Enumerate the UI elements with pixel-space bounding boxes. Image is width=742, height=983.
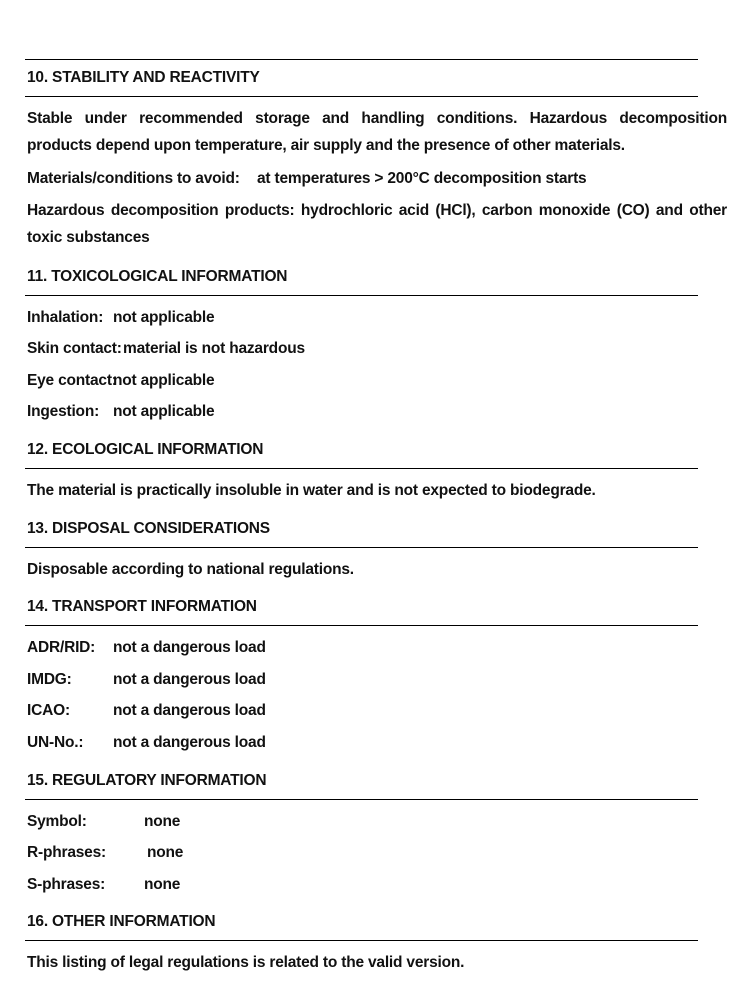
regulatory-label: R-phrases: <box>27 844 106 862</box>
other-text: This listing of legal regulations is related to the valid version. <box>27 954 465 972</box>
transport-row <box>27 632 698 664</box>
tox-label: Eye contact: <box>27 371 117 389</box>
section-title: 12. ECOLOGICAL INFORMATION <box>25 432 698 469</box>
decomposition-paragraph: Hazardous decomposition products: hydrochloric acid (HCl), carbon monoxide (CO) and other toxic substances <box>27 201 727 246</box>
tox-value: material is not hazardous <box>123 340 305 358</box>
regulatory-value: none <box>144 875 181 893</box>
section-title: 11. TOXICOLOGICAL INFORMATION <box>25 259 698 296</box>
regulatory-row <box>27 837 698 869</box>
section-title: 15. REGULATORY INFORMATION <box>25 763 698 800</box>
section-body <box>25 548 698 590</box>
transport-label: ADR/RID: <box>27 639 96 657</box>
section-other <box>25 904 698 983</box>
section-regulatory <box>25 763 698 905</box>
tox-label: Skin contact: <box>27 340 122 358</box>
regulatory-value: none <box>144 812 181 830</box>
tox-value: not applicable <box>113 403 215 421</box>
section-toxicological <box>25 259 698 432</box>
conditions-label: Materials/conditions to avoid: <box>27 170 240 187</box>
transport-value: not a dangerous load <box>113 639 266 657</box>
tox-value: not applicable <box>113 371 215 389</box>
tox-row <box>27 396 698 428</box>
tox-row <box>27 333 698 365</box>
transport-row <box>27 727 698 759</box>
section-title: 16. OTHER INFORMATION <box>25 904 698 941</box>
tox-row <box>27 365 698 397</box>
transport-value: not a dangerous load <box>113 702 266 720</box>
section-title: 14. TRANSPORT INFORMATION <box>25 589 698 626</box>
transport-value: not a dangerous load <box>113 670 266 688</box>
section-body <box>25 626 698 762</box>
section-ecological <box>25 432 698 511</box>
transport-label: UN-No.: <box>27 733 84 751</box>
section-body <box>25 469 698 511</box>
transport-label: ICAO: <box>27 702 70 720</box>
section-body <box>25 800 698 905</box>
section-title: 13. DISPOSAL CONSIDERATIONS <box>25 511 698 548</box>
regulatory-value: none <box>147 844 184 862</box>
conditions-value: at temperatures > 200°C decomposition starts <box>257 170 587 187</box>
tox-label: Ingestion: <box>27 403 100 421</box>
disposal-text: Disposable according to national regulations. <box>27 560 354 578</box>
regulatory-row <box>27 869 698 901</box>
tox-row <box>27 302 698 334</box>
section-disposal <box>25 511 698 590</box>
regulatory-row <box>27 806 698 838</box>
transport-value: not a dangerous load <box>113 733 266 751</box>
section-body <box>25 97 727 259</box>
section-body <box>25 296 698 432</box>
tox-value: not applicable <box>113 308 215 326</box>
transport-row <box>27 695 698 727</box>
stability-paragraph: Stable under recommended storage and handling conditions. Hazardous decomposition products depend upon temperature, air supply and the presence of other materials. <box>27 110 727 154</box>
ecological-text: The material is practically insoluble in water and is not expected to biodegrade. <box>27 481 596 499</box>
regulatory-label: S-phrases: <box>27 875 106 893</box>
transport-label: IMDG: <box>27 670 72 688</box>
transport-row <box>27 664 698 696</box>
tox-label: Inhalation: <box>27 308 104 326</box>
section-stability-reactivity <box>25 59 727 259</box>
safety-data-sheet <box>25 59 727 983</box>
regulatory-label: Symbol: <box>27 812 87 830</box>
conditions-to-avoid-row <box>27 163 698 195</box>
section-transport <box>25 589 698 762</box>
section-title: 10. STABILITY AND REACTIVITY <box>25 59 698 97</box>
